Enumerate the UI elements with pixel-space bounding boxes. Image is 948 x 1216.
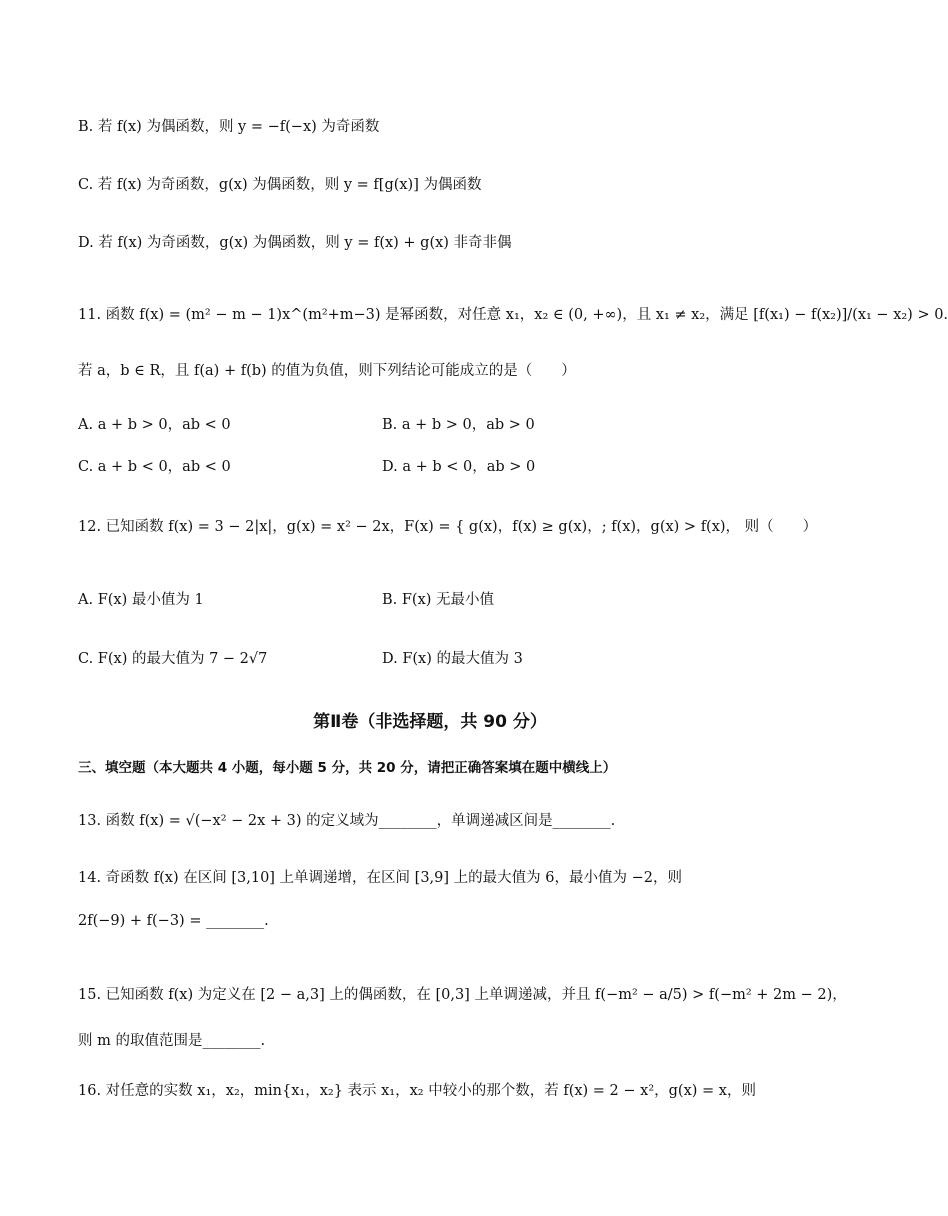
fill-in-heading: 三、填空题（本大题共 4 小题，每小题 5 分，共 20 分，请把正确答案填在题中横线上） bbox=[78, 760, 617, 776]
q10-option-b: B. 若 f(x) 为偶函数，则 y = −f(−x) 为奇函数 bbox=[78, 119, 380, 135]
q11-option-b: B. a + b > 0，ab > 0 bbox=[382, 417, 535, 433]
q12-option-d: D. F(x) 的最大值为 3 bbox=[382, 651, 523, 667]
q11-option-d: D. a + b < 0，ab > 0 bbox=[382, 459, 536, 475]
q14-line2: 2f(−9) + f(−3) = ________. bbox=[78, 913, 269, 929]
q11-stem-line2: 若 a，b ∈ R，且 f(a) + f(b) 的值为负值，则下列结论可能成立的是（ ） bbox=[78, 363, 576, 379]
q13: 13. 函数 f(x) = √(−x² − 2x + 3) 的定义域为________，单调递减区间是________. bbox=[78, 813, 616, 829]
q11-option-c: C. a + b < 0，ab < 0 bbox=[78, 459, 231, 475]
q12-option-a: A. F(x) 最小值为 1 bbox=[78, 592, 204, 608]
q11-option-a: A. a + b > 0，ab < 0 bbox=[78, 417, 231, 433]
q15-line1: 15. 已知函数 f(x) 为定义在 [2 − a,3] 上的偶函数，在 [0,3] 上单调递减，并且 f(−m² − a/5) > f(−m² + 2m − 2)， bbox=[78, 987, 847, 1003]
q12-option-b: B. F(x) 无最小值 bbox=[382, 592, 495, 608]
q14-line1: 14. 奇函数 f(x) 在区间 [3,10] 上单调递增，在区间 [3,9] 上的最大值为 6，最小值为 −2，则 bbox=[78, 870, 682, 886]
q15-line2: 则 m 的取值范围是________. bbox=[78, 1033, 266, 1049]
q10-option-c: C. 若 f(x) 为奇函数，g(x) 为偶函数，则 y = f[g(x)] 为偶函数 bbox=[78, 177, 482, 193]
q16-line1: 16. 对任意的实数 x₁，x₂，min{x₁，x₂} 表示 x₁，x₂ 中较小的那个数，若 f(x) = 2 − x²，g(x) = x，则 bbox=[78, 1083, 756, 1099]
q11-stem-line1: 11. 函数 f(x) = (m² − m − 1)x^(m²+m−3) 是幂函数，对任意 x₁，x₂ ∈ (0, +∞)，且 x₁ ≠ x₂，满足 [f(x₁) − f(x₂)]/(x₁ − x₂) > 0. bbox=[78, 307, 948, 323]
q10-option-d: D. 若 f(x) 为奇函数，g(x) 为偶函数，则 y = f(x) + g(x) 非奇非偶 bbox=[78, 235, 512, 251]
q12-stem: 12. 已知函数 f(x) = 3 − 2|x|，g(x) = x² − 2x，F(x) = { g(x)，f(x) ≥ g(x)，; f(x)，g(x) > f(x)， 则（ ） bbox=[78, 519, 818, 535]
section-title: 第Ⅱ卷（非选择题，共 90 分） bbox=[313, 712, 547, 732]
q12-option-c: C. F(x) 的最大值为 7 − 2√7 bbox=[78, 651, 268, 667]
